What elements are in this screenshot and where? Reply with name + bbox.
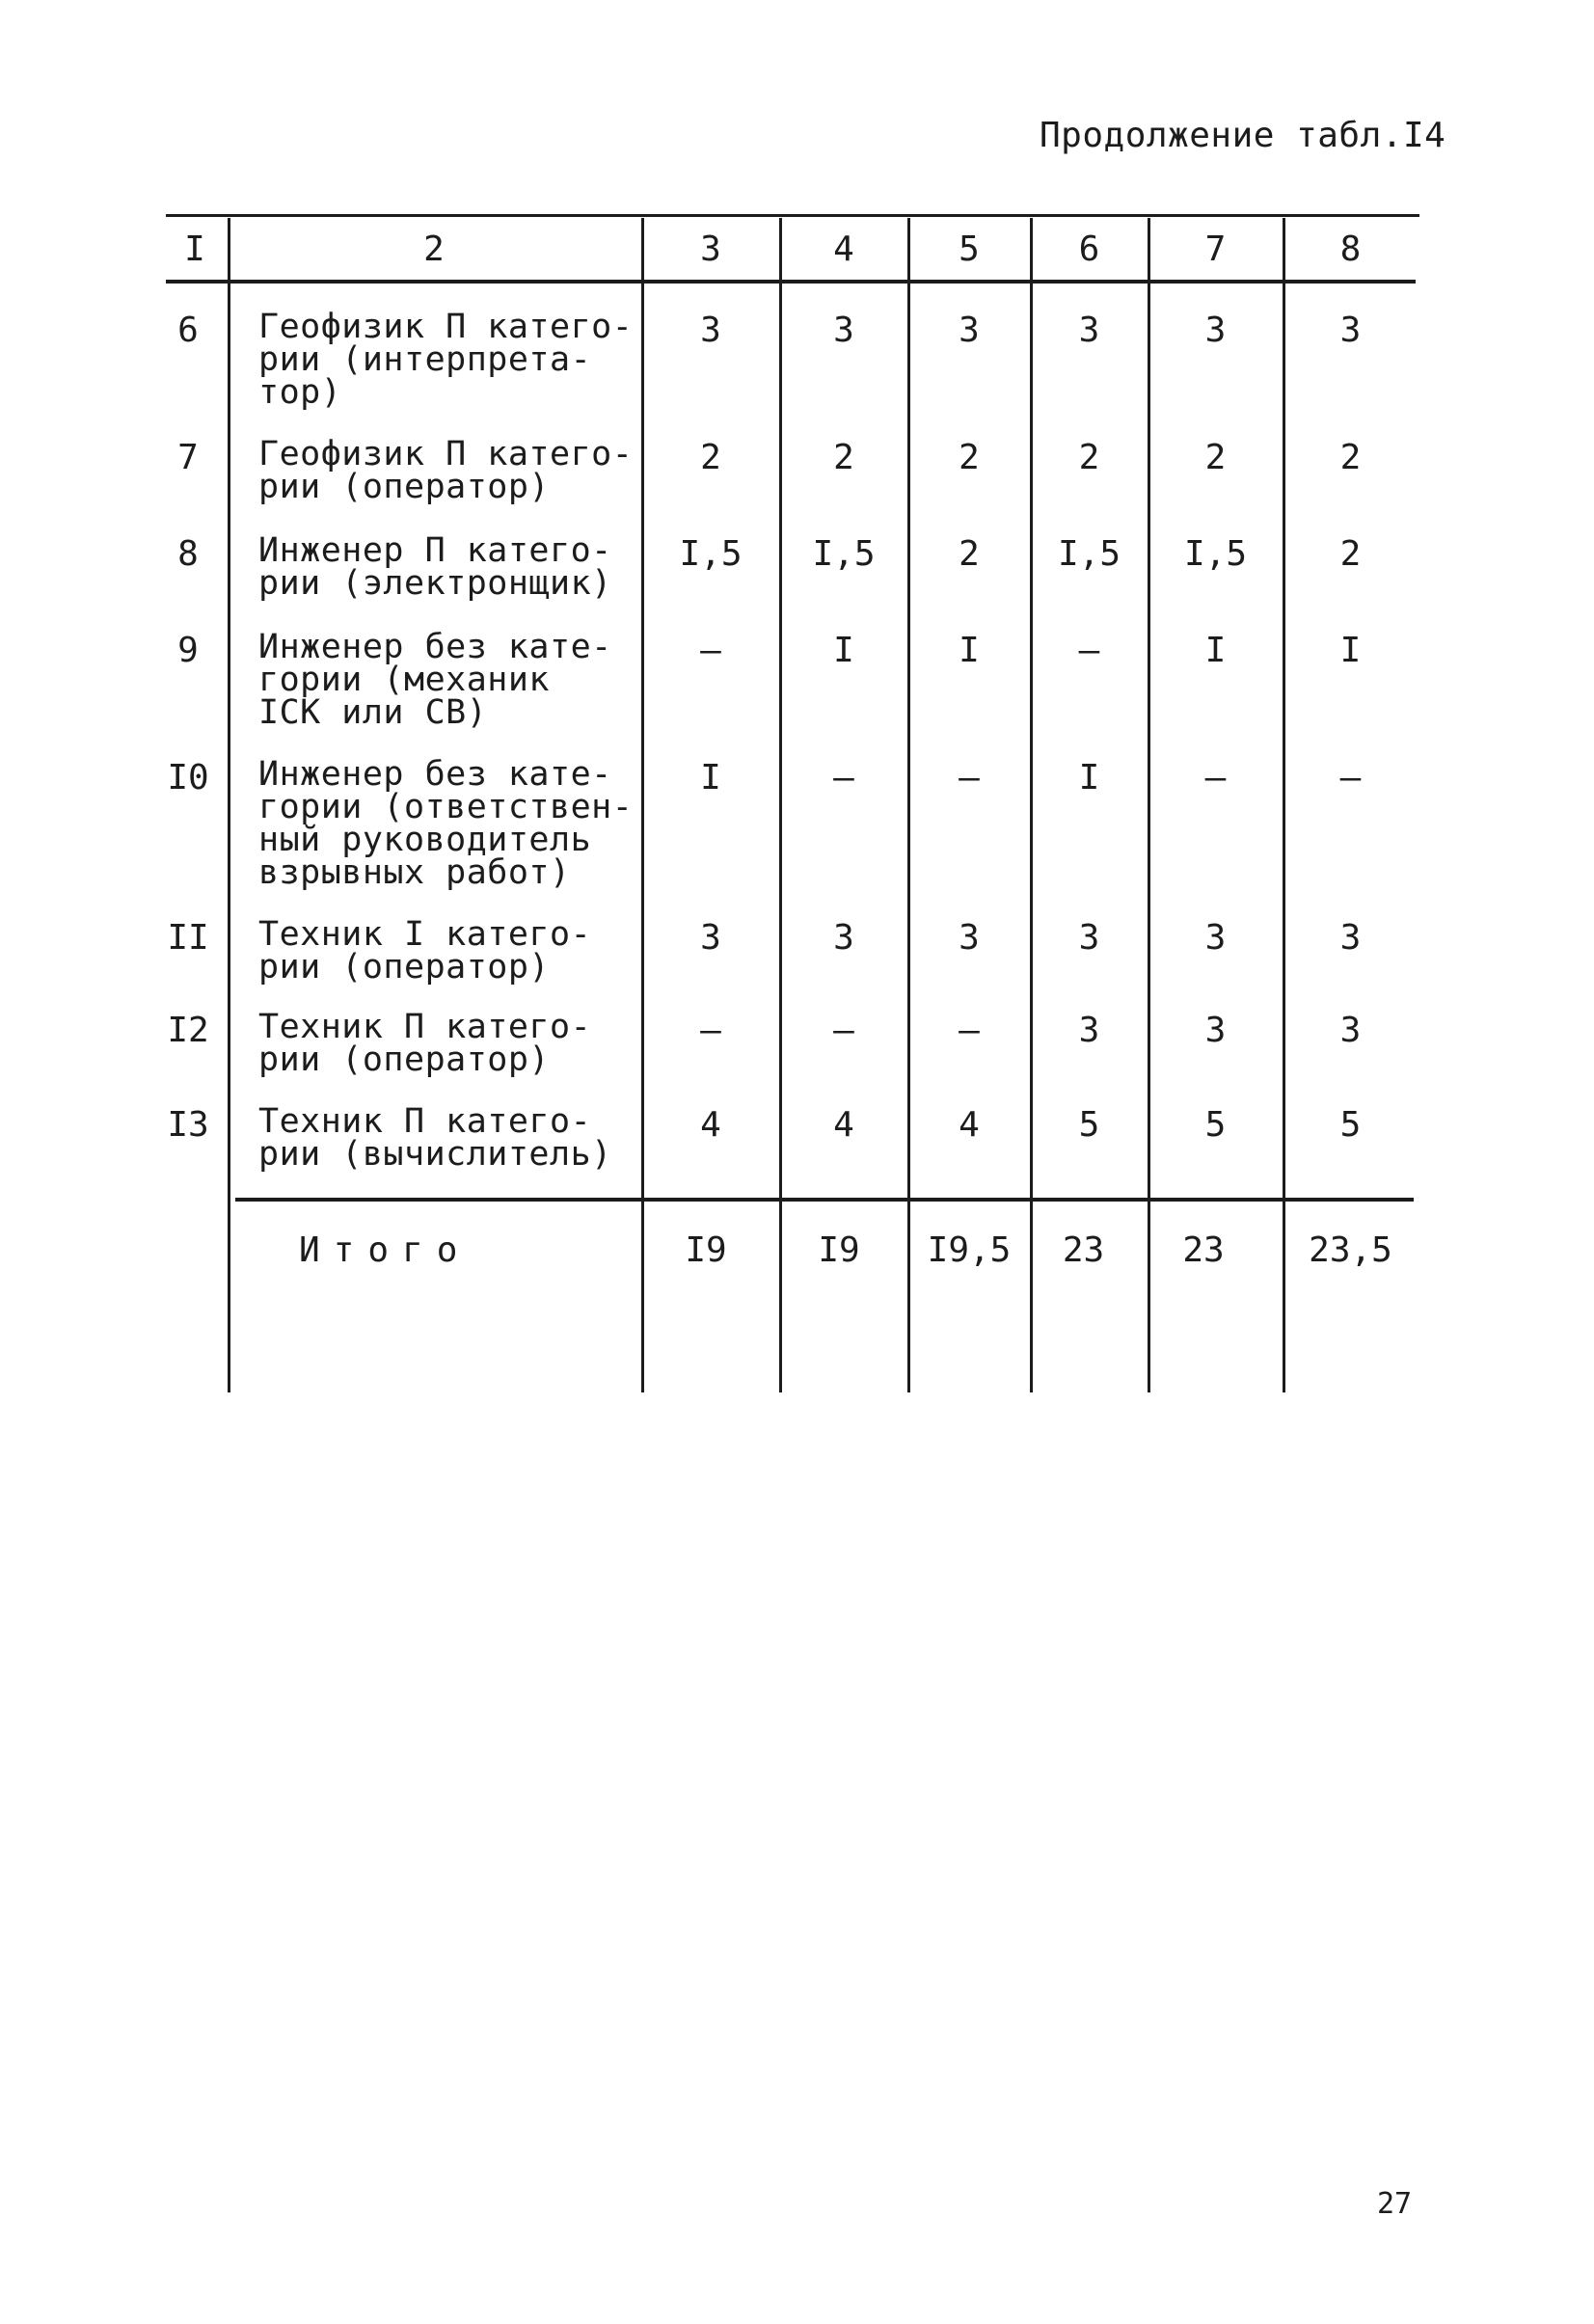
table-row-number: I3 [167,1105,209,1145]
table-cell: 2 [959,534,980,574]
header-col-7: 7 [1204,230,1227,269]
header-col-1: I [184,230,205,269]
table-row-position: Техник П катего- рии (вычислитель) [258,1102,612,1174]
table-cell: I [1339,631,1362,670]
table-cell: I [1204,631,1227,670]
column-divider-7 [1283,218,1285,1392]
table-cell: – [700,631,721,670]
table-row-number: 8 [177,534,199,574]
table-cell: 3 [959,918,980,958]
table-row-position: Техник I катего- рии (оператор) [258,915,592,986]
header-bottom-rule [166,280,1416,284]
header-col-8: 8 [1339,230,1362,269]
table-cell: 3 [1339,918,1362,958]
table-cell: I,5 [679,534,743,574]
table-cell: 3 [833,918,854,958]
table-cell: 3 [700,311,721,350]
table-cell: 5 [1339,1105,1362,1145]
column-divider-3 [779,218,782,1392]
table-cell: 2 [700,438,721,477]
table-cell: I,5 [812,534,876,574]
table-row-number: 7 [177,438,199,477]
total-cell: I9 [685,1230,727,1270]
table-cell: I [700,758,721,797]
total-cell: I9,5 [927,1230,1012,1270]
table-cell: – [833,1011,854,1050]
table-cell: 4 [700,1105,721,1145]
table-cell: 3 [1204,1011,1227,1050]
table-cell: 4 [833,1105,854,1145]
table-cell: – [959,1011,980,1050]
table-cell: 2 [1204,438,1227,477]
column-divider-5 [1030,218,1033,1392]
column-divider-2 [641,218,644,1392]
table-cell: 4 [959,1105,980,1145]
table-cell: 5 [1078,1105,1100,1145]
table-cell: 3 [959,311,980,350]
total-cell: 23 [1182,1230,1225,1270]
table-row-position: Геофизик П катего- рии (интерпрета- тор) [258,308,634,412]
table-cell: – [1204,758,1227,797]
table-cell: – [1339,758,1362,797]
table-row-position: Инженер без кате- гории (механик ICK или СВ) [258,628,612,732]
total-top-rule [235,1198,1414,1202]
table-cell: 2 [1339,534,1362,574]
table-cell: 3 [1339,311,1362,350]
table-row-position: Инженер без кате- гории (ответствен- ный руководитель взрывных работ) [258,755,634,892]
column-divider-1 [228,218,230,1392]
table-cell: 3 [1204,918,1227,958]
table-cell: I,5 [1183,534,1248,574]
total-label: Итого [299,1230,472,1270]
header-col-5: 5 [959,230,980,269]
total-cell: I9 [818,1230,860,1270]
table-cell: 3 [1339,1011,1362,1050]
table-cell: 3 [1078,1011,1100,1050]
table-cell: 2 [833,438,854,477]
table-top-rule [166,214,1419,217]
table-row-position: Геофизик П катего- рии (оператор) [258,435,634,506]
table-cell: 2 [959,438,980,477]
total-cell: 23 [1062,1230,1105,1270]
table-cell: 2 [1339,438,1362,477]
table-cell: 2 [1078,438,1100,477]
header-col-4: 4 [833,230,854,269]
table-row-number: I0 [167,758,209,797]
table-cell: – [1078,631,1100,670]
column-divider-4 [907,218,910,1392]
table-cell: I [959,631,980,670]
table-row-position: Техник П катего- рии (оператор) [258,1008,592,1079]
table-cell: I [1078,758,1100,797]
table-cell: I,5 [1057,534,1121,574]
total-cell: 23,5 [1309,1230,1392,1270]
column-divider-6 [1148,218,1150,1392]
table-row-position: Инженер П катего- рии (электронщик) [258,531,612,603]
table-cell: I [833,631,854,670]
page-number: 27 [1377,2187,1413,2221]
table-cell: 3 [1204,311,1227,350]
table-cell: – [700,1011,721,1050]
table-row-number: 6 [177,311,199,350]
header-col-2: 2 [423,230,445,269]
table-cell: 3 [1078,311,1100,350]
table-row-number: 9 [177,631,199,670]
table-cell: 3 [833,311,854,350]
table-caption: Продолжение табл.I4 [1040,116,1446,155]
table-row-number: I2 [167,1011,209,1050]
table-cell: 3 [700,918,721,958]
table-cell: 5 [1204,1105,1227,1145]
header-col-3: 3 [700,230,721,269]
table-cell: – [959,758,980,797]
table-cell: 3 [1078,918,1100,958]
header-col-6: 6 [1078,230,1100,269]
table-row-number: II [167,918,209,958]
table-cell: – [833,758,854,797]
